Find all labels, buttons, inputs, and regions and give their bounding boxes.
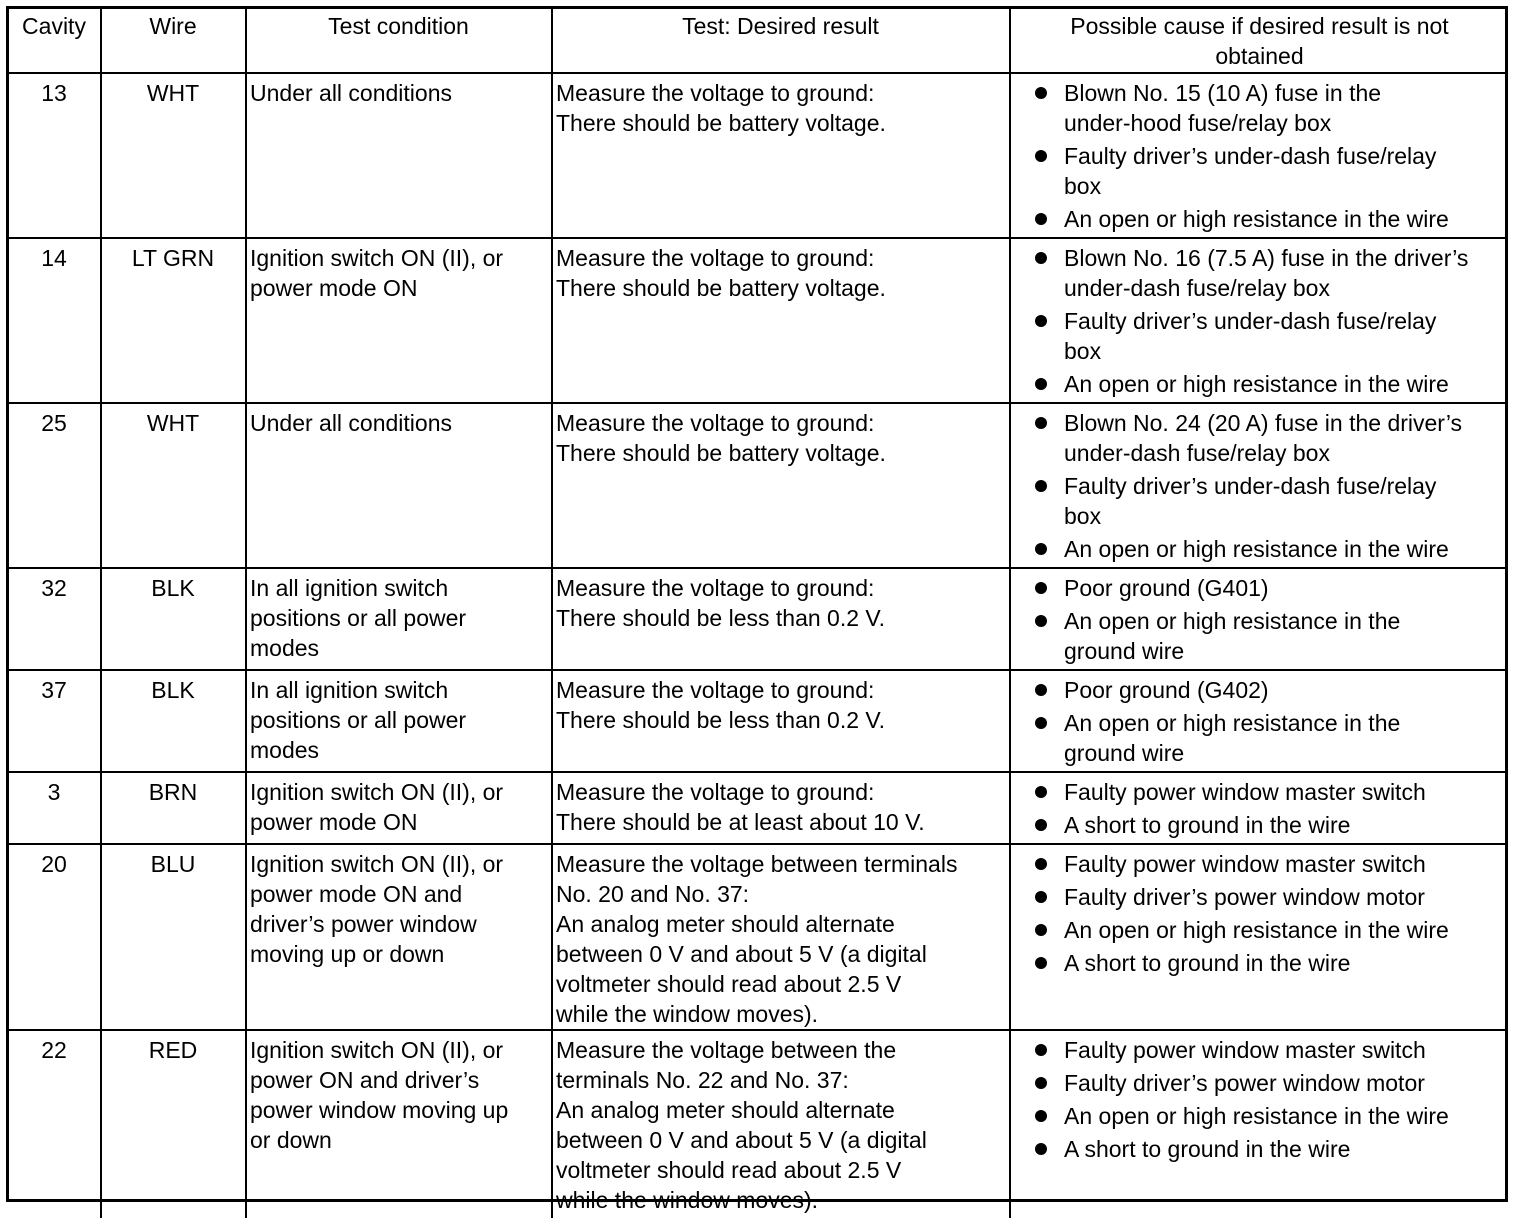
- cause-line: Blown No. 24 (20 A) fuse in the driver’s: [1064, 410, 1463, 436]
- cause-item: [1014, 408, 1504, 468]
- cause-item: [1014, 1101, 1504, 1131]
- cause-item: [1014, 882, 1504, 912]
- condition-line: or down: [250, 1127, 332, 1153]
- cause-item: [1014, 1035, 1504, 1065]
- bullet-icon: [1035, 252, 1047, 264]
- cause-item: [1014, 78, 1504, 138]
- cause-item: [1014, 204, 1504, 234]
- cause-item: [1014, 243, 1504, 303]
- cell-wire: BLK: [101, 670, 246, 772]
- troubleshooting-table-frame: [6, 6, 1508, 1213]
- cell-cavity: 14: [9, 238, 101, 403]
- bullet-icon: [1035, 582, 1047, 594]
- cause-item: [1014, 369, 1504, 399]
- result-line: Measure the voltage to ground:: [556, 575, 875, 601]
- table-row: [9, 844, 1508, 1030]
- cause-line: Faulty driver’s under-dash fuse/relay: [1064, 143, 1437, 169]
- cell-cavity: 25: [9, 403, 101, 568]
- condition-line: moving up or down: [250, 941, 445, 967]
- cell-wire: WHT: [101, 403, 246, 568]
- condition-line: positions or all power: [250, 707, 467, 733]
- cell-possible-cause: [1010, 670, 1508, 772]
- bullet-icon: [1035, 615, 1047, 627]
- result-line: There should be at least about 10 V.: [556, 809, 925, 835]
- cell-desired-result: [552, 568, 1010, 670]
- cause-line: An open or high resistance in the wire: [1064, 536, 1449, 562]
- cause-item: [1014, 810, 1504, 840]
- condition-line: In all ignition switch: [250, 575, 449, 601]
- condition-line: modes: [250, 635, 320, 661]
- cause-line: An open or high resistance in the wire: [1064, 1103, 1449, 1129]
- cause-item: [1014, 849, 1504, 879]
- table-row: [9, 1030, 1508, 1218]
- bullet-icon: [1035, 858, 1047, 870]
- result-line: voltmeter should read about 2.5 V: [556, 1157, 902, 1183]
- cause-line: Faulty power window master switch: [1064, 1037, 1426, 1063]
- bullet-icon: [1035, 1077, 1047, 1089]
- cell-test-condition: [246, 73, 552, 238]
- result-line: There should be battery voltage.: [556, 440, 886, 466]
- cause-line: A short to ground in the wire: [1064, 1136, 1351, 1162]
- cell-cavity: 3: [9, 772, 101, 844]
- table-row: [9, 772, 1508, 844]
- table-row: [9, 403, 1508, 568]
- condition-line: Under all conditions: [250, 80, 453, 106]
- header-row: [9, 9, 1508, 73]
- cell-possible-cause: [1010, 403, 1508, 568]
- result-line: Measure the voltage to ground:: [556, 245, 875, 271]
- condition-line: Under all conditions: [250, 410, 453, 436]
- bullet-icon: [1035, 480, 1047, 492]
- result-line: voltmeter should read about 2.5 V: [556, 971, 902, 997]
- cause-list: [1014, 408, 1504, 564]
- result-line: Measure the voltage to ground:: [556, 779, 875, 805]
- condition-line: positions or all power: [250, 605, 467, 631]
- cell-wire: LT GRN: [101, 238, 246, 403]
- cause-line: Blown No. 16 (7.5 A) fuse in the driver’s: [1064, 245, 1469, 271]
- cell-wire: RED: [101, 1030, 246, 1218]
- cell-test-condition: [246, 1030, 552, 1218]
- cause-line: box: [1064, 338, 1102, 364]
- header-test-condition: Test condition: [246, 9, 552, 73]
- condition-line: power mode ON: [250, 275, 418, 301]
- result-line: between 0 V and about 5 V (a digital: [556, 1127, 927, 1153]
- cause-line: Faulty power window master switch: [1064, 851, 1426, 877]
- cause-item: [1014, 534, 1504, 564]
- table-row: [9, 73, 1508, 238]
- cause-line: Faulty driver’s power window motor: [1064, 884, 1425, 910]
- result-line: between 0 V and about 5 V (a digital: [556, 941, 927, 967]
- bullet-icon: [1035, 213, 1047, 225]
- cell-desired-result: [552, 772, 1010, 844]
- cause-item: [1014, 1068, 1504, 1098]
- cause-line: Blown No. 15 (10 A) fuse in the: [1064, 80, 1382, 106]
- cause-line: An open or high resistance in the wire: [1064, 206, 1449, 232]
- table-row: [9, 238, 1508, 403]
- cause-item: [1014, 471, 1504, 531]
- cause-line: An open or high resistance in the wire: [1064, 371, 1449, 397]
- cell-test-condition: [246, 568, 552, 670]
- cause-line: under-dash fuse/relay box: [1064, 440, 1330, 466]
- cause-line: Faulty power window master switch: [1064, 779, 1426, 805]
- cause-list: [1014, 675, 1504, 768]
- cause-line: A short to ground in the wire: [1064, 950, 1351, 976]
- condition-line: Ignition switch ON (II), or: [250, 851, 504, 877]
- bullet-icon: [1035, 1044, 1047, 1056]
- cause-list: [1014, 78, 1504, 234]
- result-line: terminals No. 22 and No. 37:: [556, 1067, 849, 1093]
- troubleshooting-table: [9, 9, 1508, 1218]
- cause-item: [1014, 915, 1504, 945]
- cause-list: [1014, 849, 1504, 978]
- bullet-icon: [1035, 543, 1047, 555]
- cell-wire: WHT: [101, 73, 246, 238]
- result-line: There should be less than 0.2 V.: [556, 605, 886, 631]
- condition-line: In all ignition switch: [250, 677, 449, 703]
- bullet-icon: [1035, 957, 1047, 969]
- cause-line: Poor ground (G402): [1064, 677, 1269, 703]
- cause-line: An open or high resistance in the: [1064, 710, 1401, 736]
- cell-cavity: 13: [9, 73, 101, 238]
- cell-desired-result: [552, 73, 1010, 238]
- bullet-icon: [1035, 891, 1047, 903]
- bullet-icon: [1035, 87, 1047, 99]
- condition-line: power window moving up: [250, 1097, 509, 1123]
- cause-list: [1014, 573, 1504, 666]
- cell-cavity: 37: [9, 670, 101, 772]
- cell-possible-cause: [1010, 844, 1508, 1030]
- cause-item: [1014, 573, 1504, 603]
- cause-line: Faulty driver’s under-dash fuse/relay: [1064, 473, 1437, 499]
- cell-cavity: 22: [9, 1030, 101, 1218]
- cause-line: Poor ground (G401): [1064, 575, 1269, 601]
- cell-desired-result: [552, 1030, 1010, 1218]
- cell-test-condition: [246, 772, 552, 844]
- cell-possible-cause: [1010, 772, 1508, 844]
- bullet-icon: [1035, 819, 1047, 831]
- cause-line: under-hood fuse/relay box: [1064, 110, 1332, 136]
- condition-line: Ignition switch ON (II), or: [250, 1037, 504, 1063]
- result-line: Measure the voltage to ground:: [556, 677, 875, 703]
- result-line: An analog meter should alternate: [556, 911, 895, 937]
- condition-line: Ignition switch ON (II), or: [250, 245, 504, 271]
- bullet-icon: [1035, 1143, 1047, 1155]
- cause-line: ground wire: [1064, 740, 1185, 766]
- cause-line: An open or high resistance in the: [1064, 608, 1401, 634]
- cell-possible-cause: [1010, 238, 1508, 403]
- cause-item: [1014, 306, 1504, 366]
- result-line: There should be battery voltage.: [556, 275, 886, 301]
- cell-possible-cause: [1010, 568, 1508, 670]
- result-line: Measure the voltage to ground:: [556, 410, 875, 436]
- cell-desired-result: [552, 670, 1010, 772]
- result-line: Measure the voltage to ground:: [556, 80, 875, 106]
- header-desired-result: Test: Desired result: [552, 9, 1010, 73]
- table-row: [9, 568, 1508, 670]
- cell-test-condition: [246, 670, 552, 772]
- cell-test-condition: [246, 403, 552, 568]
- result-line: while the window moves).: [556, 1187, 819, 1213]
- cell-cavity: 20: [9, 844, 101, 1030]
- cause-item: [1014, 675, 1504, 705]
- result-line: Measure the voltage between terminals: [556, 851, 958, 877]
- condition-line: driver’s power window: [250, 911, 477, 937]
- cell-test-condition: [246, 238, 552, 403]
- cause-item: [1014, 1134, 1504, 1164]
- cell-desired-result: [552, 403, 1010, 568]
- cell-cavity: 32: [9, 568, 101, 670]
- cause-line: ground wire: [1064, 638, 1185, 664]
- cause-list: [1014, 777, 1504, 840]
- bullet-icon: [1035, 924, 1047, 936]
- cause-item: [1014, 777, 1504, 807]
- condition-line: Ignition switch ON (II), or: [250, 779, 504, 805]
- cause-line: box: [1064, 503, 1102, 529]
- cell-wire: BRN: [101, 772, 246, 844]
- result-line: No. 20 and No. 37:: [556, 881, 750, 907]
- result-line: There should be battery voltage.: [556, 110, 886, 136]
- cause-item: [1014, 141, 1504, 201]
- cause-line: box: [1064, 173, 1102, 199]
- cause-item: [1014, 948, 1504, 978]
- cell-wire: BLK: [101, 568, 246, 670]
- cell-wire: BLU: [101, 844, 246, 1030]
- cell-possible-cause: [1010, 73, 1508, 238]
- cause-line: Faulty driver’s under-dash fuse/relay: [1064, 308, 1437, 334]
- cell-possible-cause: [1010, 1030, 1508, 1218]
- cause-line: under-dash fuse/relay box: [1064, 275, 1330, 301]
- bullet-icon: [1035, 684, 1047, 696]
- cell-desired-result: [552, 238, 1010, 403]
- result-line: Measure the voltage between the: [556, 1037, 897, 1063]
- bullet-icon: [1035, 150, 1047, 162]
- bullet-icon: [1035, 1110, 1047, 1122]
- result-line: There should be less than 0.2 V.: [556, 707, 886, 733]
- cell-test-condition: [246, 844, 552, 1030]
- bullet-icon: [1035, 717, 1047, 729]
- result-line: while the window moves).: [556, 1001, 819, 1027]
- cause-line: A short to ground in the wire: [1064, 812, 1351, 838]
- condition-line: modes: [250, 737, 320, 763]
- condition-line: power ON and driver’s: [250, 1067, 480, 1093]
- cause-item: [1014, 708, 1504, 768]
- condition-line: power mode ON and: [250, 881, 463, 907]
- table-body: [9, 73, 1508, 1218]
- cause-list: [1014, 1035, 1504, 1164]
- header-wire: Wire: [101, 9, 246, 73]
- bullet-icon: [1035, 786, 1047, 798]
- bullet-icon: [1035, 417, 1047, 429]
- bullet-icon: [1035, 315, 1047, 327]
- cause-line: An open or high resistance in the wire: [1064, 917, 1449, 943]
- result-line: An analog meter should alternate: [556, 1097, 895, 1123]
- cause-item: [1014, 606, 1504, 666]
- table-row: [9, 670, 1508, 772]
- cause-list: [1014, 243, 1504, 399]
- condition-line: power mode ON: [250, 809, 418, 835]
- cause-line: Faulty driver’s power window motor: [1064, 1070, 1425, 1096]
- bullet-icon: [1035, 378, 1047, 390]
- header-cavity: Cavity: [9, 9, 101, 73]
- cell-desired-result: [552, 844, 1010, 1030]
- header-possible-cause: Possible cause if desired result is not obtained: [1010, 9, 1508, 73]
